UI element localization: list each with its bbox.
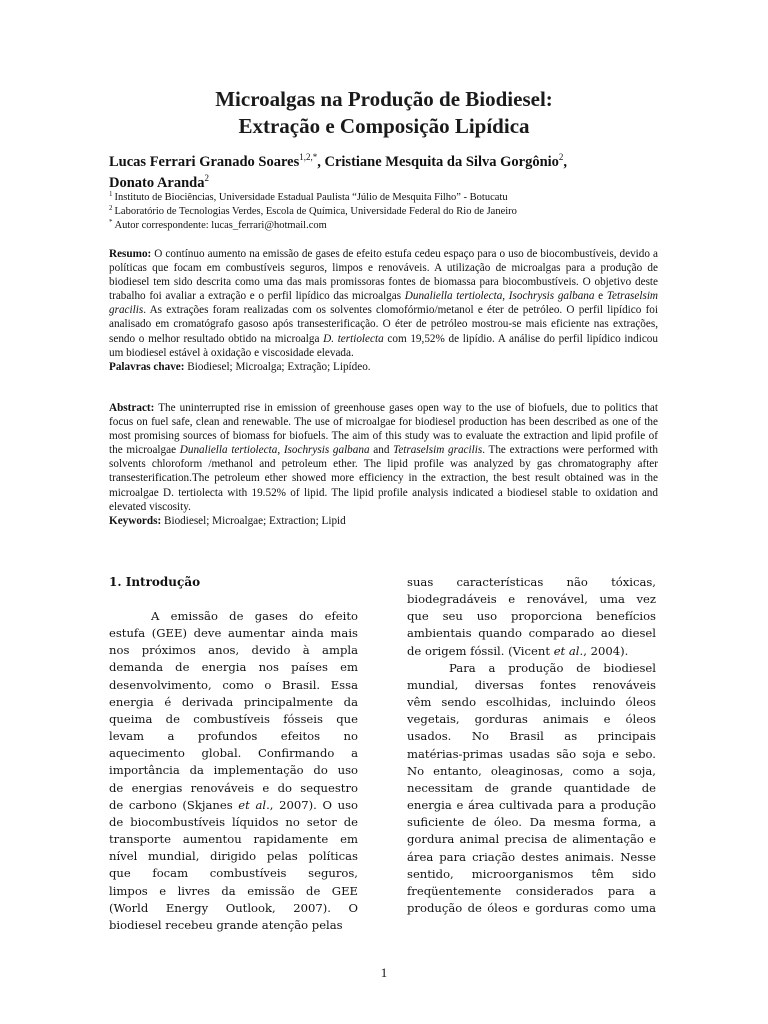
resumo-text: . As extrações foram realizadas com os solventes clomofórmio/metanol e éter de petróleo. O perfil lipídico foi analisado em cromatógrafo gasoso após transesterificação. O éter de petróleo mostrou-se mais eficiente nas extrações, sendo o melhor resultado obtido na microalga	[109, 304, 658, 345]
body-column-right	[407, 574, 656, 917]
text-line: produção de óleos e gorduras como uma	[407, 900, 656, 915]
author-name: Donato Aranda	[109, 175, 205, 191]
text-line-citation	[109, 797, 358, 814]
author-affiliation-mark: 2	[558, 152, 564, 163]
text-fragment: ., 2007). O uso	[266, 797, 359, 812]
species-name: Tetraselsim gracilis	[109, 290, 659, 317]
body-column-left	[109, 574, 358, 934]
text-line: importância da implementação do uso	[109, 763, 358, 778]
text-line: de energias renováveis e do sequestro	[109, 780, 358, 795]
affiliation-mark: 2	[109, 203, 113, 212]
abstract-text: . The extractions were performed with solvents chloroform /methanol and petroleum ether. The lipid profile was analyzed by gas chromatography after transesterification.The petroleum ether showed more efficiency in the extraction, the best result obtained was in the microalgae D. tertiolecta with 19.52% of lipid. The lipid profile analysis indicated a biodiesel stable to oxidation and elevated viscosity.	[109, 444, 658, 513]
citation-etal: et al	[553, 643, 580, 658]
text-line: energia é derivada principalmente da	[109, 694, 358, 709]
resumo-text: com 19,52% de lipídio. A análise do perfil lipídico indicou um biodiesel estável à oxidação e viscosidade elevada.	[109, 332, 658, 359]
text-line: No entanto, oleaginosas, como a soja,	[407, 763, 656, 778]
intro-paragraph-2	[407, 660, 656, 917]
species-name: Tetraselsim gracilis	[393, 444, 483, 457]
text-line: estufa (GEE) deve aumentar ainda mais	[109, 626, 358, 641]
resumo-text: ,	[502, 290, 509, 303]
text-line: Para a produção de biodiesel	[449, 660, 656, 675]
affiliation-mark: *	[109, 217, 113, 226]
intro-paragraph-1-cont	[407, 574, 656, 660]
author-list: Lucas Ferrari Granado Soares$^{1,2,*}$, Cristiane Mesquita da Silva Gorgônio$^2$, Donato Aranda$^2$	[109, 152, 568, 191]
abstract-text: ,	[277, 444, 284, 457]
abstract-text: and	[369, 444, 394, 457]
citation-etal: et al	[238, 797, 267, 812]
author-affiliation-mark: 2	[204, 173, 209, 184]
author-name: Lucas Ferrari Granado Soares	[109, 154, 300, 170]
text-line: que seu uso proporciona benefícios	[407, 609, 656, 624]
text-line: transporte aumentou rapidamente em	[109, 832, 358, 847]
affiliation-mark: 1	[109, 189, 113, 198]
paper-title-line-1: Microalgas na Produção de Biodiesel:	[215, 87, 553, 111]
resumo-block	[109, 247, 658, 374]
abstract-label: Abstract:	[109, 402, 155, 414]
text-fragment: de origem fóssil. (Vicent	[407, 643, 554, 658]
text-line: demanda de energia nos países em	[109, 660, 358, 675]
text-line: nível mundial, dirigido pelas políticas	[109, 849, 358, 864]
text-fragment: de carbono (Skjanes	[109, 797, 239, 812]
palavras-chave-label: Palavras chave:	[109, 360, 185, 373]
text-line: freqüentemente considerados para a	[407, 883, 656, 898]
species-name: Isochrysis galbana	[283, 444, 370, 457]
text-line: nos próximos anos, devido à ampla	[109, 643, 358, 658]
species-name: Dunaliella tertiolecta	[404, 290, 503, 303]
affiliation	[109, 205, 669, 219]
text-line: de biocombustíveis líquidos no setor de	[109, 814, 358, 829]
text-line: energia e área cultivada para a produção	[407, 798, 656, 813]
text-line: aquecimento global. Confirmando a	[109, 746, 358, 761]
text-line: mundial, diversas fontes renováveis	[407, 677, 656, 692]
affiliation	[109, 191, 669, 205]
affiliation	[109, 219, 669, 233]
species-name: D. tertiolecta	[323, 332, 384, 345]
resumo-label: Resumo:	[109, 248, 152, 260]
affiliation-text: Instituto de Biociências, Universidade Estadual Paulista “Júlio de Mesquita Filho” - Botucatu	[114, 192, 508, 203]
text-line: A emissão de gases do efeito	[151, 609, 358, 623]
page-number: 1	[380, 965, 388, 980]
author-name: Cristiane Mesquita da Silva Gorgônio	[324, 154, 559, 170]
text-line: desenvolvimento, como o Brasil. Essa	[109, 677, 358, 692]
text-line: biodegradáveis e renovável, uma vez	[407, 592, 656, 607]
paper-title-line-2: Extração e Composição Lipídica	[238, 114, 530, 138]
text-line: área para criação destes animais. Nesse	[407, 849, 656, 864]
author-affiliation-mark: 1,2,*	[299, 152, 318, 163]
affiliation-text: Laboratório de Tecnologias Verdes, Escola de Química, Universidade Federal do Rio de Janeiro	[114, 206, 517, 217]
text-line: usados. No Brasil as principais	[407, 729, 656, 744]
species-name: Dunaliella tertiolecta	[179, 444, 278, 457]
text-line: gordura animal precisa de alimentação e	[407, 832, 656, 847]
text-line: vegetais, gorduras animais e óleos	[407, 712, 656, 727]
text-line-citation	[407, 643, 656, 660]
text-line: necessitam de grande quantidade de	[407, 780, 656, 795]
keywords-label: Keywords:	[109, 514, 162, 527]
resumo-text: e	[594, 290, 607, 303]
text-line: limpos e livres da emissão de GEE	[109, 883, 358, 898]
text-line: ambientais quando comparado ao diesel	[407, 626, 656, 641]
affiliation-text: Autor correspondente: lucas_ferrari@hotmail.com	[114, 220, 327, 231]
text-fragment: ., 2004).	[579, 643, 629, 658]
resumo-text: O contínuo aumento na emissão de gases de efeito estufa cedeu espaço para o uso de biocombustíveis, devido a políticas que focam em combustíveis seguros, limpos e renováveis. A utilização de microalgas para a produção de biodiesel tem sido descrita como uma das mais promissoras fontes de biomassa para biocombustíveis. O objetivo deste trabalho foi avaliar a extração e o perfil lipídico das microalgas	[109, 248, 658, 303]
text-line: biodiesel recebeu grande atenção pelas	[109, 917, 343, 932]
keywords	[109, 514, 658, 528]
text-line: (World Energy Outlook, 2007). O	[109, 900, 358, 915]
text-line: vêm sendo escolhidas, incluindo óleos	[407, 695, 656, 710]
text-line: matérias-primas usadas são soja e sebo.	[407, 746, 656, 761]
text-line: queima de combustíveis fósseis que	[109, 711, 358, 726]
text-line: suas características não tóxicas,	[407, 575, 656, 589]
palavras-chave-text: Biodiesel; Microalga; Extração; Lipídeo.	[184, 360, 371, 373]
text-line: levam a profundos efeitos no	[109, 729, 358, 744]
text-line: que focam combustíveis seguros,	[109, 866, 358, 881]
keywords-text: Biodiesel; Microalgae; Extraction; Lipid	[161, 514, 346, 527]
species-name: Isochrysis galbana	[508, 290, 595, 303]
abstract-block	[109, 401, 658, 528]
text-line: sentido, microorganismos têm sido	[407, 866, 656, 881]
text-line: suficiente de óleo. Da mesma forma, a	[407, 815, 656, 830]
palavras-chave	[109, 360, 658, 374]
intro-paragraph-1	[109, 608, 358, 934]
abstract-text: The uninterrupted rise in emission of greenhouse gases open way to the use of biofuels, due to politics that focus on fuel safe, clean and renewable. The use of microalgae for biodiesel production has been described as one of the most promising sources of biomass for biofuels. The aim of this study was to evaluate the extraction and lipid profile of the microalgae	[109, 402, 658, 457]
section-heading: 1. Introdução	[109, 575, 201, 589]
